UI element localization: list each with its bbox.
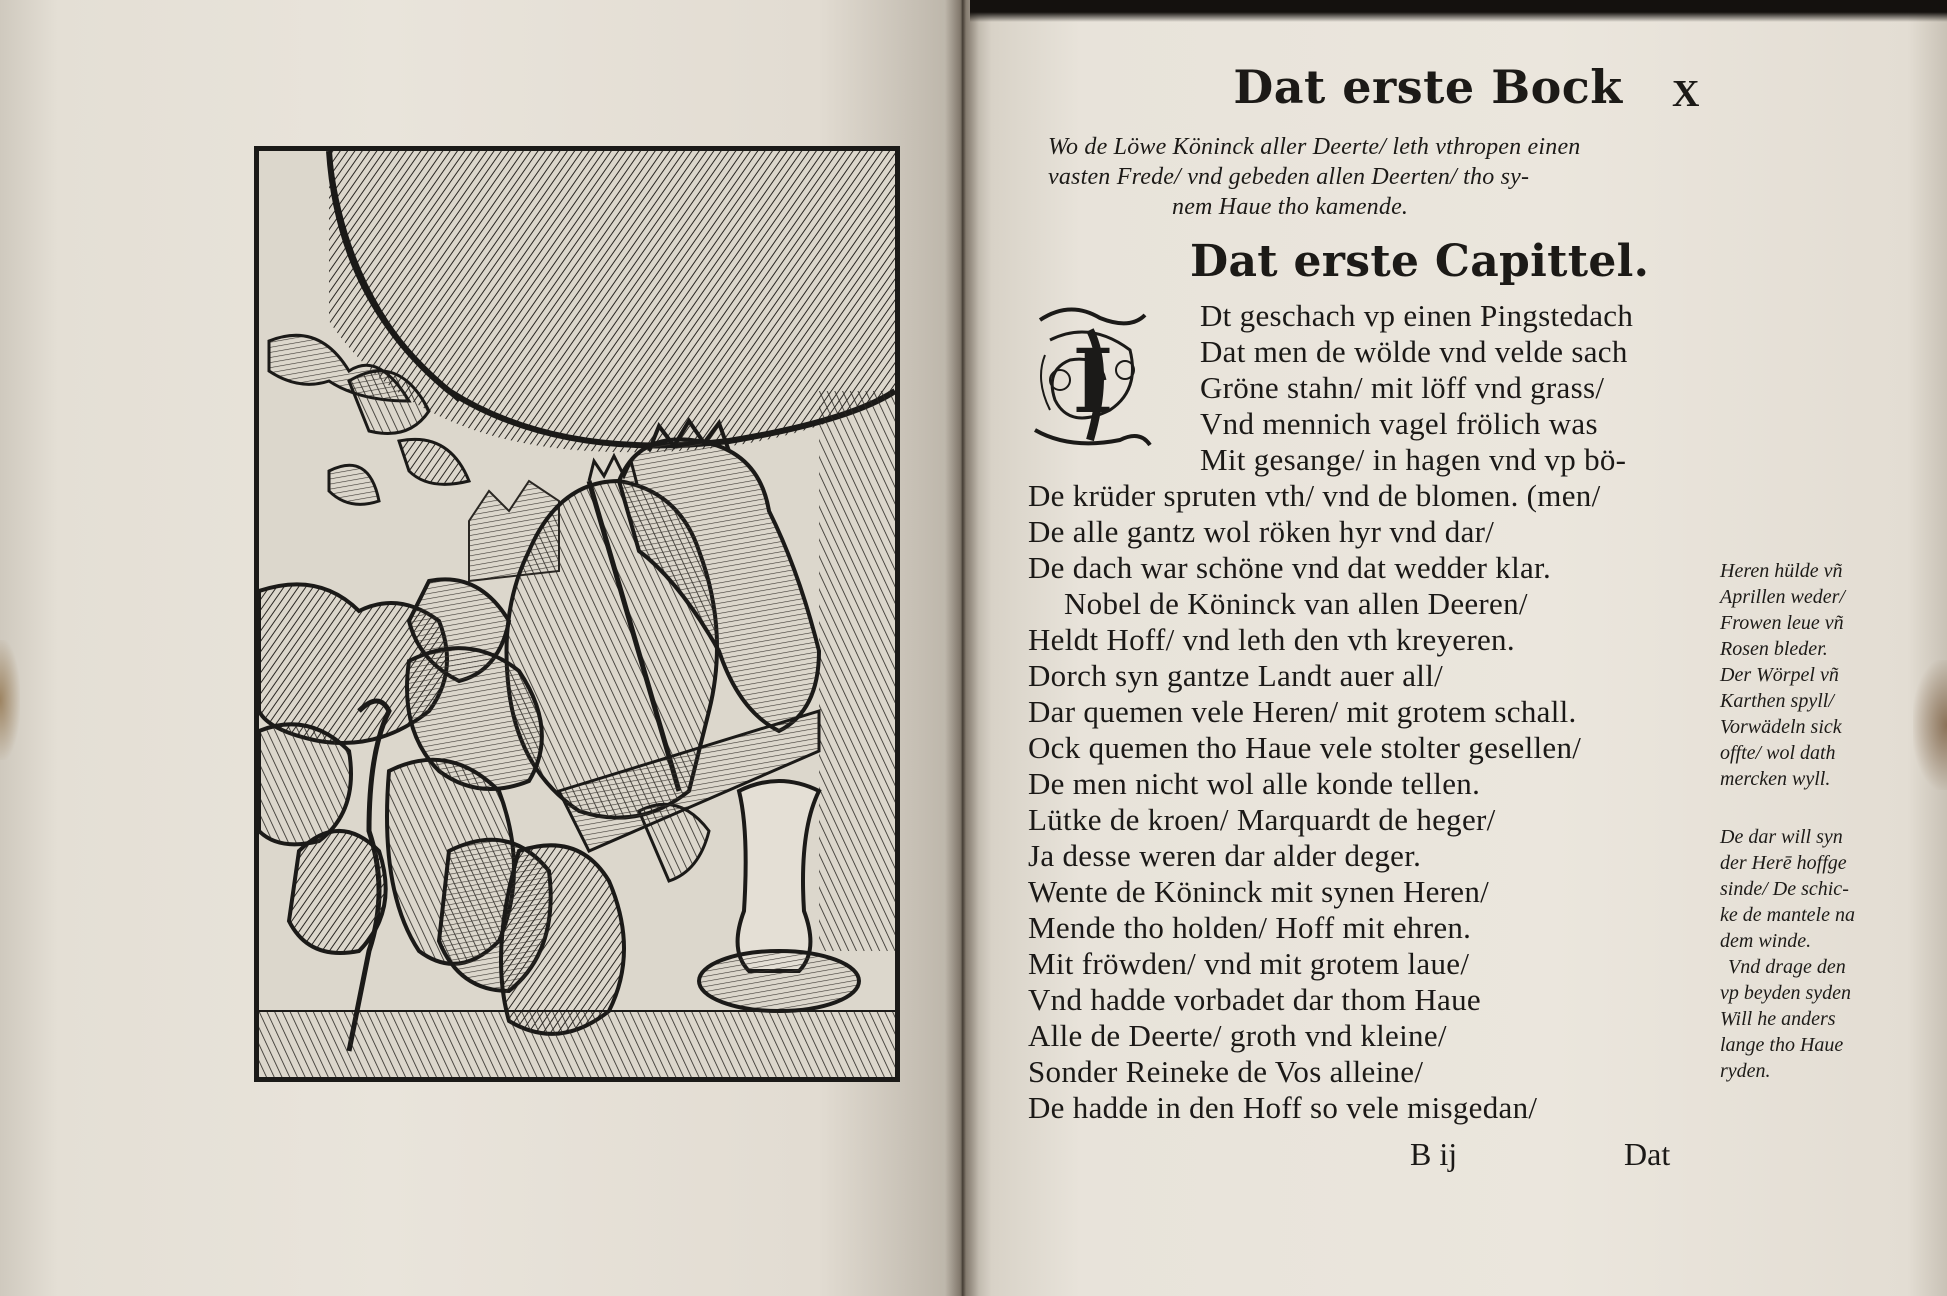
margin-note: dem winde.: [1720, 930, 1812, 952]
decorated-initial: [1030, 300, 1156, 450]
verse-line: De men nicht wol alle konde tellen.: [1028, 766, 1481, 801]
verse-line: Alle de Deerte/ groth vnd kleine/: [1028, 1018, 1447, 1053]
margin-note: sinde/ De schic-: [1720, 878, 1849, 900]
woodcut-image: [259, 151, 895, 1077]
margin-note: Aprillen weder/: [1720, 586, 1845, 608]
margin-note: Heren hülde vñ: [1720, 560, 1843, 582]
margin-note: Vnd drage den: [1728, 956, 1846, 978]
book-title: Dat erste Bock: [1233, 60, 1623, 114]
background-edge: [970, 0, 1947, 22]
verse-line: Nobel de Köninck van allen Deeren/: [1064, 586, 1528, 621]
initial-ornament-icon: [1030, 300, 1156, 450]
verse-line: Ja desse weren dar alder deger.: [1028, 838, 1422, 873]
catchword: Dat: [1624, 1136, 1671, 1172]
margin-note: ke de mantele na: [1720, 904, 1855, 926]
margin-note: De dar will syn: [1720, 826, 1843, 848]
verse-line: Vnd hadde vorbadet dar thom Haue: [1028, 982, 1481, 1017]
margin-note: Rosen bleder.: [1720, 638, 1828, 660]
verse-line: Ock quemen tho Haue vele stolter gesellen/: [1028, 730, 1582, 765]
margin-note: lange tho Haue: [1720, 1034, 1844, 1056]
margin-note: Will he anders: [1720, 1008, 1836, 1030]
verse-line: Vnd mennich vagel frölich was: [1200, 406, 1598, 441]
verse-line: Mit gesange/ in hagen vnd vp bö-: [1200, 442, 1627, 477]
margin-note: der Herē hoffge: [1720, 852, 1847, 874]
initial-letter: I: [1072, 329, 1114, 433]
margin-note: Der Wörpel vñ: [1720, 664, 1839, 686]
verse-line: Dar quemen vele Heren/ mit grotem schall.: [1028, 694, 1577, 729]
verse-line: Lütke de kroen/ Marquardt de heger/: [1028, 802, 1496, 837]
page-stain: [0, 640, 20, 760]
verse-line: De hadde in den Hoff so vele misgedan/: [1028, 1090, 1538, 1125]
verse-line: Dorch syn gantze Landt auer all/: [1028, 658, 1444, 693]
signature-mark: B ij: [1410, 1136, 1458, 1172]
verse-line: Dt geschach vp einen Pingstedach: [1200, 298, 1634, 333]
chapter-title: Dat erste Capittel.: [1190, 236, 1650, 287]
margin-note: ryden.: [1720, 1060, 1771, 1082]
verse-line: Heldt Hoff/ vnd leth den vth kreyeren.: [1028, 622, 1515, 657]
verse-line: Dat men de wölde vnd velde sach: [1200, 334, 1628, 369]
chapter-summary-line: nem Haue tho kamende.: [1172, 194, 1409, 220]
verse-line: Mit fröwden/ vnd mit grotem laue/: [1028, 946, 1470, 981]
margin-note: vp beyden syden: [1720, 982, 1852, 1004]
chapter-summary-line: vasten Frede/ vnd gebeden allen Deerten/ tho sy-: [1048, 164, 1530, 190]
verse-line: Sonder Reineke de Vos alleine/: [1028, 1054, 1424, 1089]
verse-line: Mende tho holden/ Hoff mit ehren.: [1028, 910, 1472, 945]
verse-line: De alle gantz wol röken hyr vnd dar/: [1028, 514, 1495, 549]
verse-line: De dach war schöne vnd dat wedder klar.: [1028, 550, 1552, 585]
margin-note: offte/ wol dath: [1720, 742, 1836, 764]
book-gutter: [945, 0, 979, 1296]
woodcut-illustration: [254, 146, 900, 1082]
verse-line: Wente de Köninck mit synen Heren/: [1028, 874, 1490, 909]
chapter-summary-line: Wo de Löwe Köninck aller Deerte/ leth vthropen einen: [1048, 134, 1581, 160]
margin-note: Vorwädeln sick: [1720, 716, 1842, 738]
page-stain: [1913, 660, 1947, 790]
margin-note: Karthen spyll/: [1720, 690, 1834, 712]
folio-number: X: [1672, 73, 1700, 115]
margin-note: Frowen leue vñ: [1720, 612, 1844, 634]
verse-line: De krüder spruten vth/ vnd de blomen. (men/: [1028, 478, 1601, 513]
margin-note: mercken wyll.: [1720, 768, 1831, 790]
verse-line: Gröne stahn/ mit löff vnd grass/: [1200, 370, 1605, 405]
